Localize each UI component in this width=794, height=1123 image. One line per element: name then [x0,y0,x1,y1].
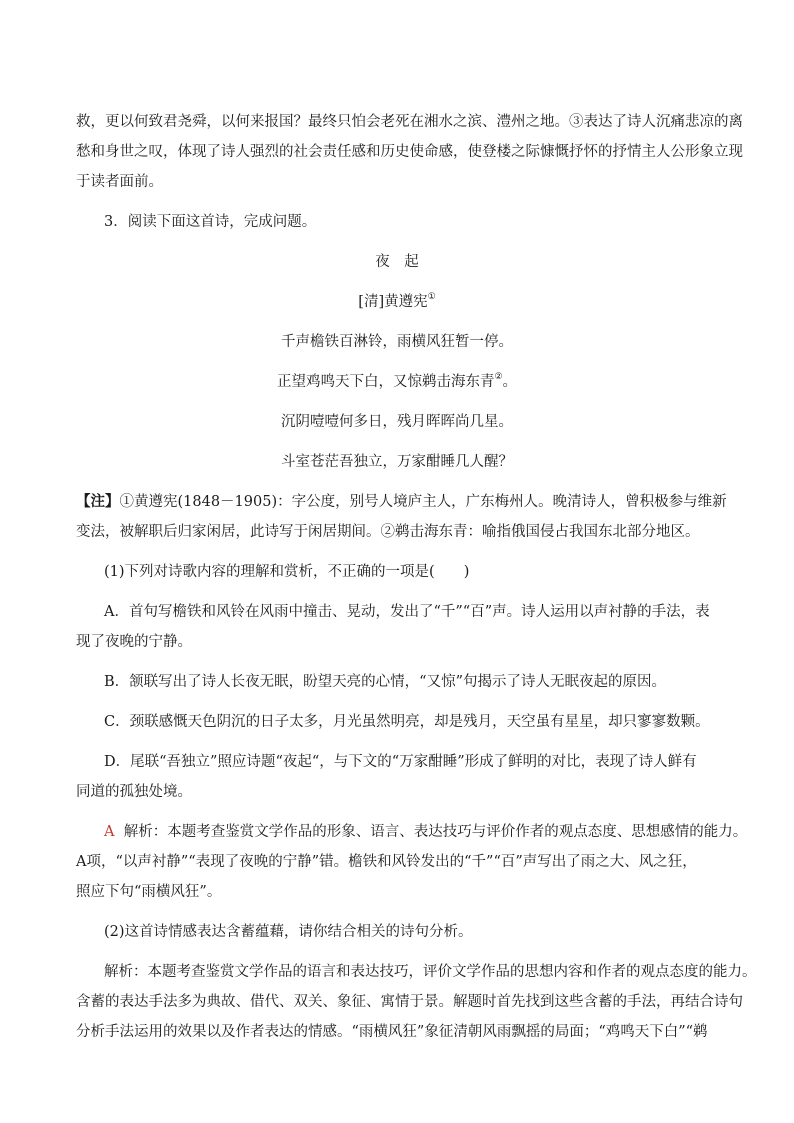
option-c: C．颈联感慨天色阴沉的日子太多，月光虽然明亮，却是残月，天空虽有星星，却只寥寥数颗。 [104,714,710,730]
footnote-mark: ② [494,372,503,383]
answer-1-text: 解析：本题考查鉴赏文学作品的形象、语言、表达技巧与评价作者的观点态度、思想感情的能力。 [123,824,748,840]
poem-title: 夜 起 [375,254,419,270]
answer-letter: A [104,824,115,840]
paragraph-line: 愁和身世之叹，体现了诗人强烈的社会责任感和历史使命感，使登楼之际慷慨抒怀的抒情主人公形象立现 [76,144,743,160]
sub-question-1: (1)下列对诗歌内容的理解和赏析，不正确的一项是( ) [104,564,470,580]
answer-1-line-2: A项，“以声衬静”“表现了夜晚的宁静”错。檐铁和风铃发出的“千”“百”声写出了雨之大、风之狂， [76,854,697,870]
paragraph-line: 救，更以何致君尧舜，以何来报国？最终只怕会老死在湘水之滨、澧州之地。③表达了诗人沉痛悲凉的离 [76,114,743,130]
poem-line-4: 斗室苍茫吾独立，万家酣睡几人醒？ [281,454,513,470]
poem-line-2-end: 。 [502,374,518,390]
poem-author [0,292,794,312]
paragraph-line: 于读者面前。 [76,174,163,190]
option-d-line-2: 同道的孤独处境。 [76,784,192,800]
notes-text: ①黄遵宪(1848－1905)：字公度，别号人境庐主人，广东梅州人。晚清诗人，曾积极参与维新 [119,494,727,510]
poem-line-3: 沉阴噎噎何多日，残月晖晖尚几星。 [281,414,513,430]
sub-question-2: (2)这首诗情感表达含蓄蕴藉，请你结合相关的诗句分析。 [104,924,473,940]
answer-2-line-2: 含蓄的表达手法多为典故、借代、双关、象征、寓情于景。解题时首先找到这些含蓄的手法，再结合诗句 [76,994,743,1010]
answer-1-line-1 [104,822,747,842]
answer-2-line-1: 解析：本题考查鉴赏文学作品的语言和表达技巧，评价文学作品的思想内容和作者的观点态度的能力。 [104,964,757,980]
option-a-line-1: A．首句写檐铁和风铃在风雨中撞击、晃动，发出了“千”“百”声。诗人运用以声衬静的手法，表 [104,604,710,620]
notes-line-1 [76,492,727,512]
notes-line-2: 变法，被解职后归家闲居，此诗写于闲居期间。②鹈击海东青：喻指俄国侵占我国东北部分地区。 [76,524,700,540]
notes-label: 【注】 [76,493,120,510]
answer-2-line-3: 分析手法运用的效果以及作者表达的情感。“雨横风狂”象征清朝风雨飘摇的局面；“鸡鸣天下白”“鹈 [76,1024,708,1040]
option-d-line-1: D．尾联“吾独立”照应诗题“夜起“，与下文的“万家酣睡”形成了鲜明的对比，表现了诗人鲜有 [104,754,697,770]
option-b: B．颔联写出了诗人长夜无眠，盼望天亮的心情，“又惊”句揭示了诗人无眠夜起的原因。 [104,674,666,690]
option-a-line-2: 现了夜晚的宁静。 [76,634,192,650]
answer-1-line-3: 照应下句“雨横风狂”。 [76,884,222,900]
question-3-intro: 3．阅读下面这首诗，完成问题。 [104,214,317,230]
poem-line-2-text: 正望鸡鸣天下白，又惊鹈击海东青 [276,374,495,390]
poem-line-2 [0,372,794,392]
poem-line-1: 千声檐铁百淋铃，雨横风狂暂一停。 [281,334,513,350]
poem-author-name: [清]黄遵宪 [358,294,428,310]
footnote-mark: ① [427,292,436,303]
